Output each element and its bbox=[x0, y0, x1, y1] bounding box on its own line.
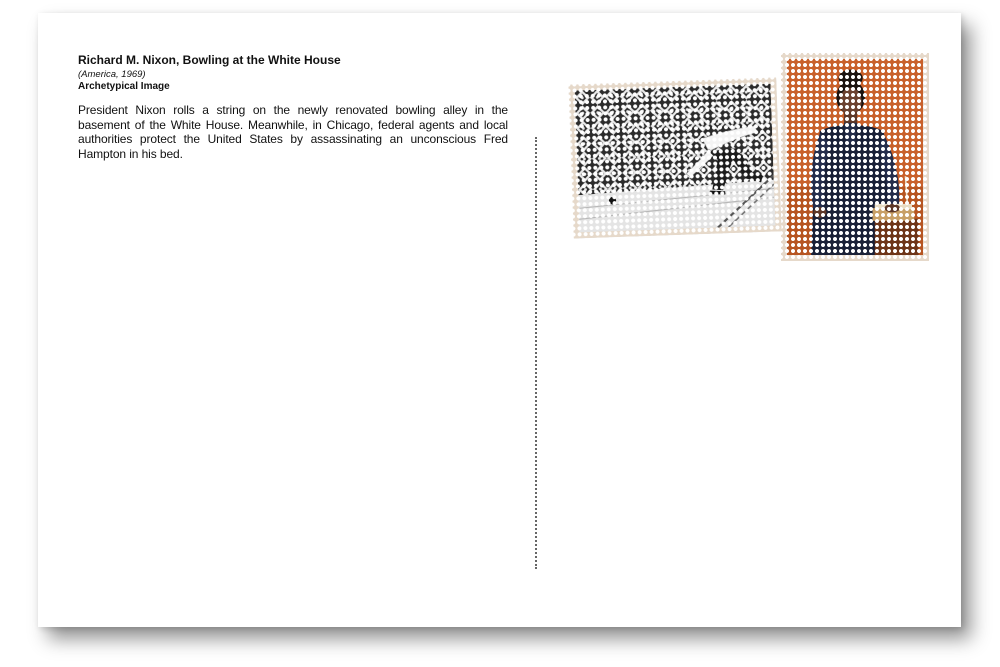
bowling-scene-icon bbox=[575, 84, 776, 233]
portrait-stamp bbox=[781, 53, 929, 261]
caption-title: Richard M. Nixon, Bowling at the White House bbox=[78, 53, 341, 67]
postcard bbox=[38, 13, 961, 627]
caption-body: President Nixon rolls a string on the newly renovated bowling alley in the basement of the White House. Meanwhile, in Chicago, federal agents and local authorities protect the United States by assassinating an unconscious Fred Hampton in his bed. bbox=[78, 103, 508, 161]
postcard-divider bbox=[535, 137, 537, 569]
bowling-photo bbox=[575, 84, 776, 233]
caption-block bbox=[78, 53, 508, 161]
woman-portrait-icon bbox=[787, 59, 923, 255]
caption-category: Archetypical Image bbox=[78, 81, 170, 92]
caption-subtitle: (America, 1969) bbox=[78, 69, 146, 80]
bowling-photo-stamp bbox=[568, 77, 781, 238]
portrait-photo bbox=[787, 59, 923, 255]
